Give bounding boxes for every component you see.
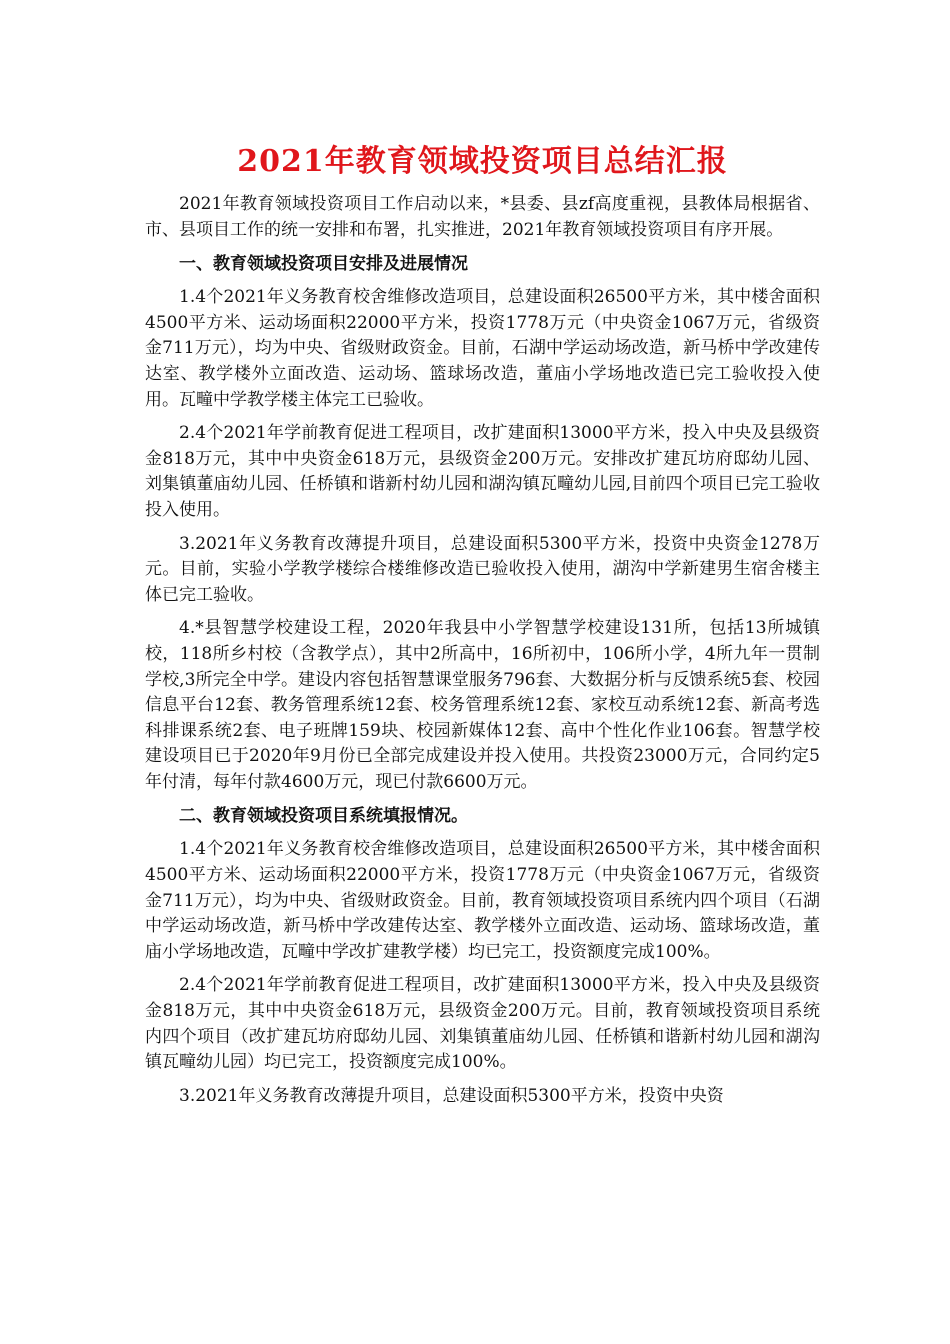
- document-title: 2021年教育领域投资项目总结汇报: [237, 144, 728, 179]
- section2-item-1: 1.4个2021年义务教育校舍维修改造项目，总建设面积26500平方米，其中楼舍面积4500平方米、运动场面积22000平方米，投资1778万元（中央资金1067万元，省级资金711万元），均为中央、省级财政资金。目前，教育领域投资项目系统内四个项目（石湖中学运动场改造，新马桥中学改建传达室、教学楼外立面改造、运动场、篮球场改造，董庙小学场地改造，瓦疃中学改扩建教学楼）均已完工，投资额度完成100%。: [145, 839, 820, 962]
- section2-heading: 二、教育领域投资项目系统填报情况。: [179, 806, 468, 827]
- section1-heading: 一、教育领域投资项目安排及进展情况: [179, 254, 468, 275]
- section2-item-2: 2.4个2021年学前教育促进工程项目，改扩建面积13000平方米，投入中央及县级资金818万元，其中中央资金618万元，县级资金200万元。目前，教育领域投资项目系统内四个项目（改扩建瓦坊府邸幼儿园、刘集镇董庙幼儿园、任桥镇和谐新村幼儿园和湖沟镇瓦疃幼儿园）均已完工，投资额度完成100%。: [145, 975, 820, 1073]
- section1-item-3: 3.2021年义务教育改薄提升项目，总建设面积5300平方米，投资中央资金1278万元。目前，实验小学教学楼综合楼维修改造已验收投入使用，湖沟中学新建男生宿舍楼主体已完工验收。: [145, 533, 820, 605]
- intro-paragraph: 2021年教育领域投资项目工作启动以来，*县委、县zf高度重视，县教体局根据省、市、县项目工作的统一安排和布署，扎实推进，2021年教育领域投资项目有序开展。: [145, 194, 820, 240]
- section2-item-3: 3.2021年义务教育改薄提升项目，总建设面积5300平方米，投资中央资: [179, 1085, 724, 1106]
- section1-item-2: 2.4个2021年学前教育促进工程项目，改扩建面积13000平方米，投入中央及县级资金818万元，其中中央资金618万元，县级资金200万元。安排改扩建瓦坊府邸幼儿园、刘集镇董庙幼儿园、任桥镇和谐新村幼儿园和湖沟镇瓦疃幼儿园,目前四个项目已完工验收投入使用。: [145, 423, 820, 520]
- section1-item-4: 4.*县智慧学校建设工程，2020年我县中小学智慧学校建设131所，包括13所城镇校，118所乡村校（含教学点），其中2所高中，16所初中，106所小学，4所九年一贯制学校,3所完全中学。建设内容包括智慧课堂服务796套、大数据分析与反馈系统5套、校园信息平台12套、教务管理系统12套、校务管理系统12套、家校互动系统12套、新高考选科排课系统2套、电子班牌159块、校园新媒体12套、高中个性化作业106套。智慧学校建设项目已于2020年9月份已全部完成建设并投入使用。共投资23000万元，合同约定5年付清，每年付款4600万元，现已付款6600万元。: [145, 618, 820, 792]
- section1-item-1: 1.4个2021年义务教育校舍维修改造项目，总建设面积26500平方米，其中楼舍面积4500平方米、运动场面积22000平方米，投资1778万元（中央资金1067万元，省级资金711万元），均为中央、省级财政资金。目前，石湖中学运动场改造，新马桥中学改建传达室、教学楼外立面改造、运动场、篮球场改造，董庙小学场地改造已完工验收投入使用。瓦疃中学教学楼主体完工已验收。: [145, 287, 820, 410]
